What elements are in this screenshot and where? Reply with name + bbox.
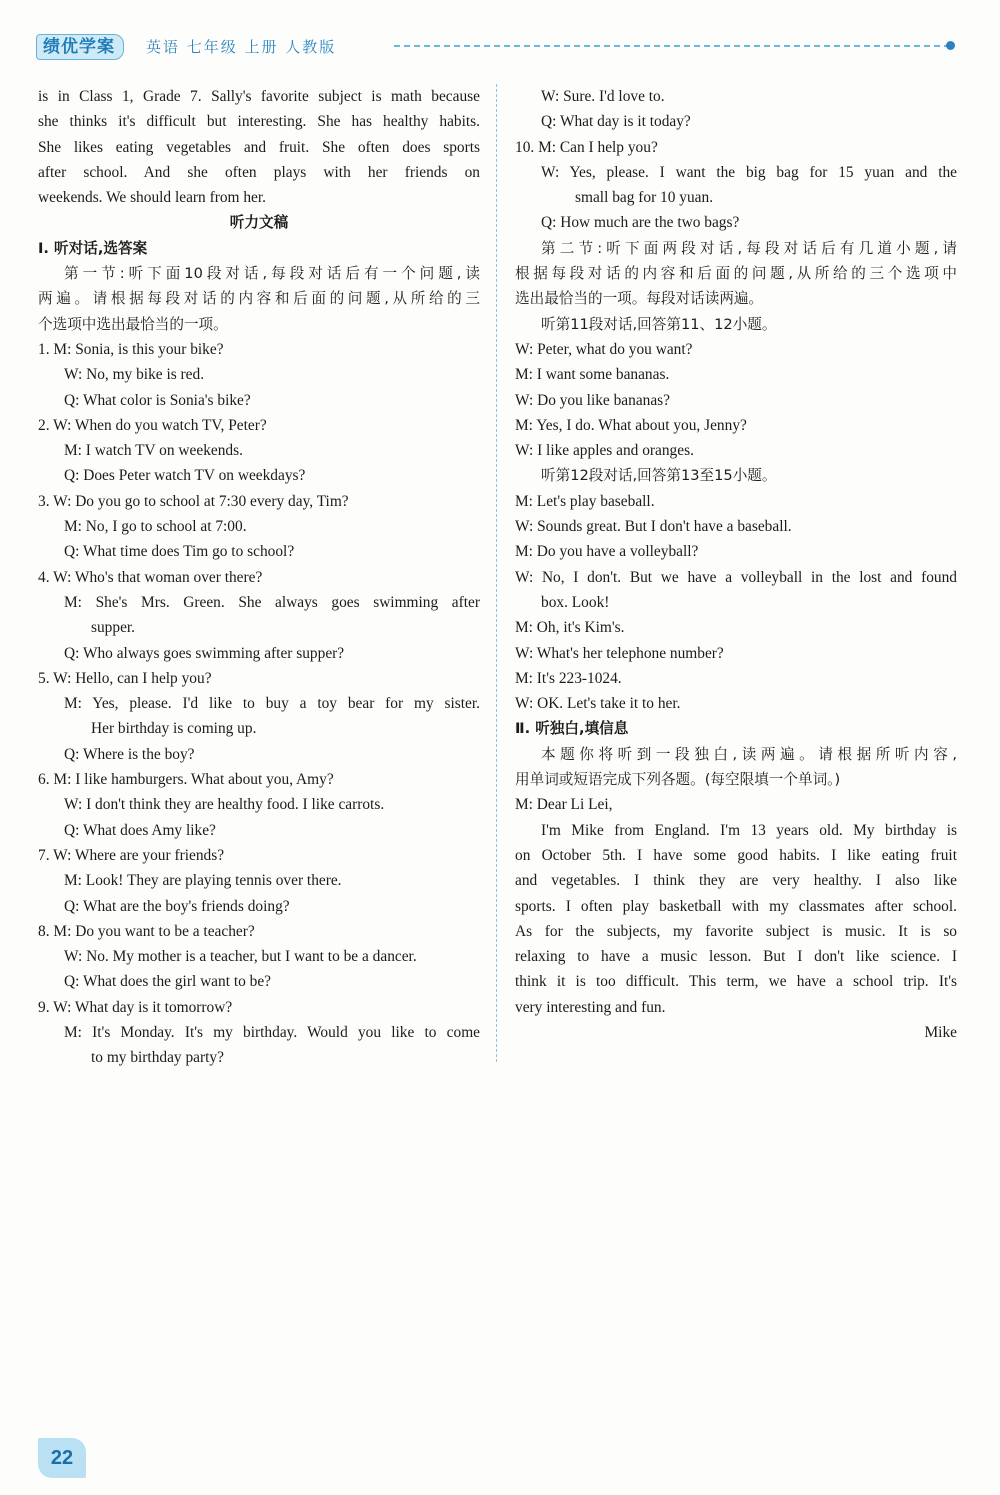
text-line: 听第11段对话,回答第11、12小题。 bbox=[541, 315, 777, 333]
text-line: 8. M: Do you want to be a teacher? bbox=[38, 922, 255, 940]
text-line: W: What's her telephone number? bbox=[515, 644, 724, 662]
text-line: W: Yes, please. I want the big bag for 15 yuan and the bbox=[541, 163, 957, 181]
left-column bbox=[38, 84, 480, 1071]
book-logo: 绩优学案 bbox=[36, 34, 124, 60]
text-line: W: Sure. I'd love to. bbox=[541, 88, 665, 105]
text-line: 1. M: Sonia, is this your bike? bbox=[38, 340, 224, 358]
text-line: W: I don't think they are healthy food. I like carrots. bbox=[64, 796, 385, 814]
text-line: Q: How much are the two bags? bbox=[541, 214, 740, 232]
text-line: Q: Where is the boy? bbox=[64, 745, 195, 763]
header-dot-icon bbox=[946, 41, 955, 50]
text-line: Q: Does Peter watch TV on weekdays? bbox=[64, 467, 306, 485]
text-line: 7. W: Where are your friends? bbox=[38, 846, 225, 864]
text-line: Q: What does Amy like? bbox=[64, 821, 216, 839]
text-line: M: I watch TV on weekends. bbox=[64, 442, 243, 460]
text-line: 6. M: I like hamburgers. What about you, Amy? bbox=[38, 771, 334, 789]
text-line: 根据每段对话的内容和后面的问题,从所给的三个选项中 bbox=[515, 265, 957, 283]
right-column bbox=[515, 84, 957, 1045]
text-line: Ⅰ. 听对话,选答案 bbox=[38, 239, 148, 257]
text-line: Q: What color is Sonia's bike? bbox=[64, 391, 251, 409]
header-dashed-rule bbox=[394, 45, 950, 47]
text-line: 两遍。请根据每段对话的内容和后面的问题,从所给的三 bbox=[38, 290, 480, 308]
text-line: 听力文稿 bbox=[229, 214, 289, 232]
text-line: Q: Who always goes swimming after supper? bbox=[64, 644, 345, 662]
text-line: W: No, I don't. But we have a volleyball in the lost and found bbox=[515, 568, 957, 586]
text-line: Mike bbox=[924, 1023, 957, 1041]
text-line: M: It's Monday. It's my birthday. Would you like to come bbox=[64, 1023, 480, 1041]
text-line: sports. I often play basketball with my classmates after school. bbox=[515, 897, 957, 915]
text-line: 9. W: What day is it tomorrow? bbox=[38, 998, 233, 1016]
text-line: 10. M: Can I help you? bbox=[515, 138, 658, 156]
text-line: after school. And she often plays with her friends on bbox=[38, 163, 480, 181]
text-line: is in Class 1, Grade 7. Sally's favorite subject is math because bbox=[38, 88, 480, 105]
text-line: M: It's 223-1024. bbox=[515, 669, 622, 687]
text-line: 第一节:听下面10段对话,每段对话后有一个问题,读 bbox=[64, 265, 480, 283]
text-line: small bag for 10 yuan. bbox=[575, 189, 714, 207]
page-number: 22 bbox=[38, 1438, 86, 1478]
column-divider bbox=[496, 84, 497, 1062]
text-line: Her birthday is coming up. bbox=[91, 720, 257, 738]
text-line: 3. W: Do you go to school at 7:30 every day, Tim? bbox=[38, 492, 349, 510]
text-line: M: Dear Li Lei, bbox=[515, 796, 613, 814]
text-line: 听第12段对话,回答第13至15小题。 bbox=[541, 467, 777, 485]
text-line: Q: What are the boy's friends doing? bbox=[64, 897, 290, 915]
text-line: supper. bbox=[91, 619, 136, 637]
text-line: As for the subjects, my favorite subject is music. It is so bbox=[515, 922, 957, 940]
book-subtitle: 英语 七年级 上册 人教版 bbox=[146, 38, 337, 56]
text-line: very interesting and fun. bbox=[515, 998, 666, 1016]
text-line: M: Yes, please. I'd like to buy a toy bear for my sister. bbox=[64, 695, 480, 713]
text-line: on October 5th. I have some good habits. I like eating fruit bbox=[515, 846, 957, 864]
text-line: W: No, my bike is red. bbox=[64, 366, 205, 384]
text-line: M: I want some bananas. bbox=[515, 366, 670, 384]
text-line: W: Sounds great. But I don't have a baseball. bbox=[515, 518, 792, 536]
text-line: W: I like apples and oranges. bbox=[515, 442, 694, 460]
text-line: think it is too difficult. This term, we have a school trip. It's bbox=[515, 973, 957, 991]
watermark-logo bbox=[818, 1398, 988, 1488]
text-line: Ⅱ. 听独白,填信息 bbox=[515, 720, 629, 738]
text-line: W: OK. Let's take it to her. bbox=[515, 695, 681, 713]
text-line: Q: What time does Tim go to school? bbox=[64, 543, 295, 561]
text-line: 本题你将听到一段独白,读两遍。请根据所听内容, bbox=[541, 745, 957, 763]
text-line: 第二节:听下面两段对话,每段对话后有几道小题,请 bbox=[541, 239, 957, 257]
text-line: box. Look! bbox=[541, 593, 610, 611]
text-line: M: No, I go to school at 7:00. bbox=[64, 518, 247, 536]
text-line: to my birthday party? bbox=[91, 1049, 224, 1067]
text-line: 2. W: When do you watch TV, Peter? bbox=[38, 416, 267, 434]
text-line: weekends. We should learn from her. bbox=[38, 189, 266, 207]
text-line: and vegetables. I think they are very healthy. I also like bbox=[515, 872, 957, 890]
text-line: 选出最恰当的一项。每段对话读两遍。 bbox=[515, 290, 764, 308]
text-line: 5. W: Hello, can I help you? bbox=[38, 669, 212, 687]
text-line: M: Oh, it's Kim's. bbox=[515, 619, 625, 637]
text-line: I'm Mike from England. I'm 13 years old. My birthday is bbox=[541, 821, 957, 839]
text-line: M: Look! They are playing tennis over there. bbox=[64, 872, 342, 890]
text-line: M: Yes, I do. What about you, Jenny? bbox=[515, 416, 747, 434]
text-line: 个选项中选出最恰当的一项。 bbox=[38, 315, 228, 333]
text-line: Q: What does the girl want to be? bbox=[64, 973, 272, 991]
text-line: M: She's Mrs. Green. She always goes swimming after bbox=[64, 593, 480, 611]
text-line: She likes eating vegetables and fruit. She often does sports bbox=[38, 138, 480, 156]
text-line: 4. W: Who's that woman over there? bbox=[38, 568, 263, 586]
text-line: relaxing to have a music lesson. But I don't like science. I bbox=[515, 948, 957, 966]
text-line: M: Do you have a volleyball? bbox=[515, 543, 699, 561]
text-line: Q: What day is it today? bbox=[541, 113, 691, 131]
text-line: she thinks it's difficult but interesting. She has healthy habits. bbox=[38, 113, 480, 131]
text-line: 用单词或短语完成下列各题。(每空限填一个单词。) bbox=[515, 771, 841, 789]
page-header bbox=[36, 34, 960, 60]
text-line: W: No. My mother is a teacher, but I want to be a dancer. bbox=[64, 948, 417, 966]
text-line: M: Let's play baseball. bbox=[515, 492, 655, 510]
text-line: W: Do you like bananas? bbox=[515, 391, 670, 409]
text-line: W: Peter, what do you want? bbox=[515, 340, 693, 358]
